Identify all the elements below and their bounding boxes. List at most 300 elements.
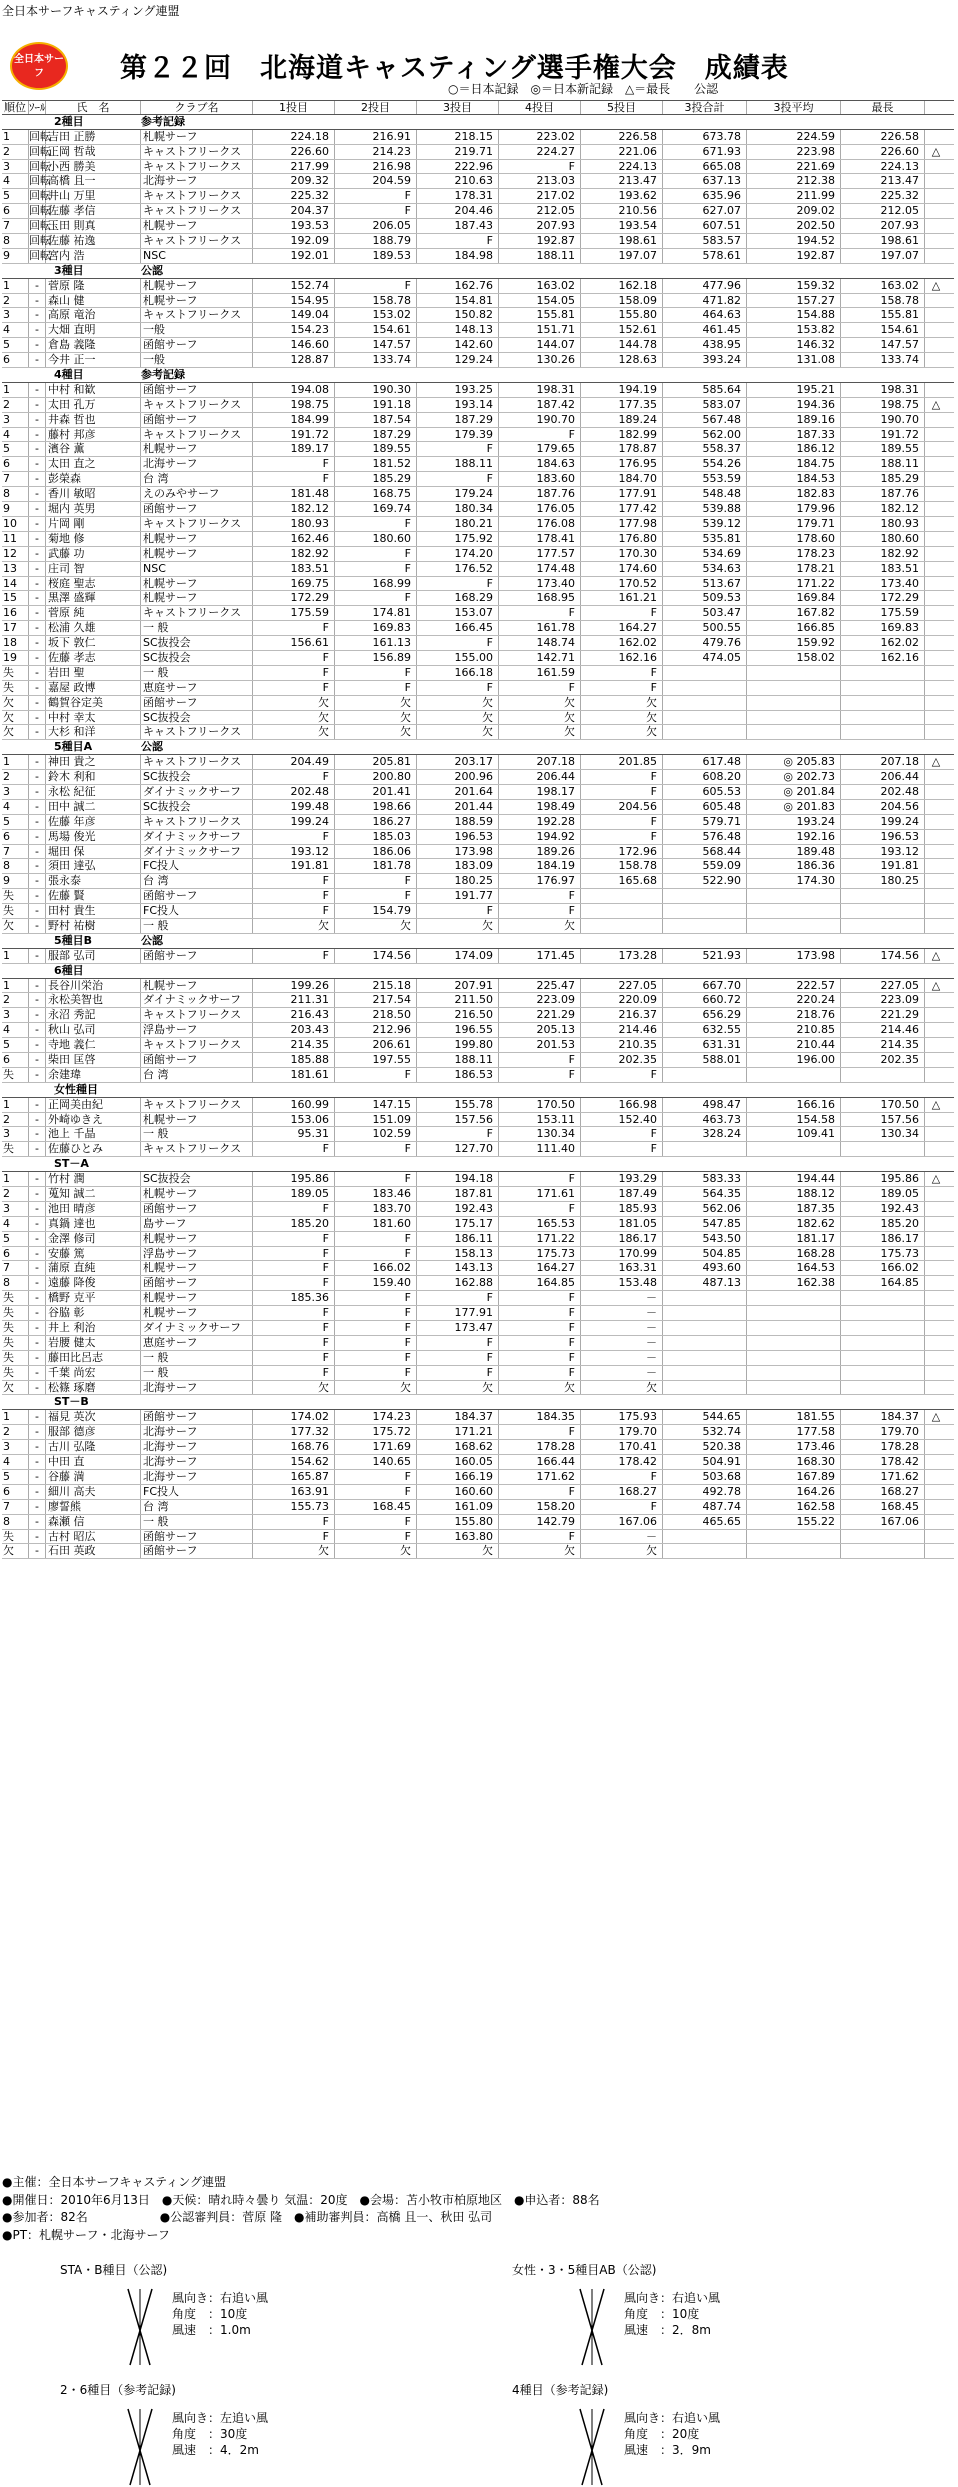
cell-throw-2: 218.50	[335, 1008, 417, 1022]
cell-club: 北海サーフ	[141, 1440, 253, 1454]
cell-style: -	[29, 1500, 46, 1514]
cell-rank: 3	[2, 785, 29, 799]
cell-throw-2: 215.18	[335, 979, 417, 993]
cell-throw-3: 177.91	[417, 1306, 499, 1320]
cell-club: 札幌サーフ	[141, 1261, 253, 1275]
cell-avg-3	[747, 1321, 841, 1335]
cell-longest: 191.81	[841, 859, 925, 873]
cell-club: 札幌サーフ	[141, 219, 253, 233]
header-throw-1: 1投目	[253, 101, 335, 114]
cell-rank: 3	[2, 1127, 29, 1141]
table-row	[2, 130, 954, 145]
cell-throw-2: F	[335, 1485, 417, 1499]
cell-throw-1: 欠	[253, 1381, 335, 1395]
cell-avg-3: 154.58	[747, 1113, 841, 1127]
cell-mark	[925, 725, 947, 739]
cell-longest: 202.35	[841, 1053, 925, 1067]
cell-throw-4: F	[499, 428, 581, 442]
cell-throw-3: 203.17	[417, 755, 499, 769]
cell-name: 馬場 俊光	[46, 830, 141, 844]
cell-rank: 16	[2, 606, 29, 620]
cell-mark	[925, 219, 947, 233]
cell-rank: 欠	[2, 1381, 29, 1395]
cell-total-3: 479.76	[663, 636, 747, 650]
cell-name: 谷藤 満	[46, 1470, 141, 1484]
table-row	[2, 1366, 954, 1381]
cell-name: 佐藤 祐逸	[46, 234, 141, 248]
cell-mark	[925, 1336, 947, 1350]
cell-club: 函館サーフ	[141, 1544, 253, 1558]
cell-total-3	[663, 681, 747, 695]
info-line: ●参加者：82名 ●公認審判員：菅原 隆 ●補助審判員：高橋 且一、秋田 弘司	[2, 2210, 493, 2224]
cell-longest: 212.05	[841, 204, 925, 218]
cell-longest: 180.25	[841, 874, 925, 888]
cell-rank: 11	[2, 532, 29, 546]
cell-total-3: 520.38	[663, 1440, 747, 1454]
cell-longest: 130.34	[841, 1127, 925, 1141]
cell-mark	[925, 651, 947, 665]
cell-name: 高橋 且一	[46, 174, 141, 188]
cell-name: 遠藤 降俊	[46, 1276, 141, 1290]
event-category: 5種目A	[54, 740, 93, 754]
cell-rank: 5	[2, 442, 29, 456]
cell-total-3: 504.85	[663, 1247, 747, 1261]
cell-throw-5: 164.27	[581, 621, 663, 635]
cell-longest	[841, 1306, 925, 1320]
cell-longest: 197.07	[841, 249, 925, 263]
cell-style: -	[29, 1098, 46, 1112]
cell-club: NSC	[141, 249, 253, 263]
cell-mark	[925, 442, 947, 456]
cell-club: 函館サーフ	[141, 502, 253, 516]
cell-throw-2: F	[335, 874, 417, 888]
wind-angle: 角度 ：10度	[172, 2307, 248, 2321]
cell-total-3	[663, 889, 747, 903]
cell-rank: 失	[2, 1530, 29, 1544]
cell-throw-4: 154.05	[499, 294, 581, 308]
cell-style: -	[29, 279, 46, 293]
cell-style: -	[29, 398, 46, 412]
cell-rank: 2	[2, 1425, 29, 1439]
cell-rank: 14	[2, 577, 29, 591]
cell-throw-2: 169.83	[335, 621, 417, 635]
cell-club: 札幌サーフ	[141, 532, 253, 546]
cell-total-3: 463.73	[663, 1113, 747, 1127]
cell-rank: 4	[2, 174, 29, 188]
diagram-caption: STA・B種目（公認)	[60, 2263, 168, 2277]
cell-name: 鈴木 利和	[46, 770, 141, 784]
cell-longest: 198.31	[841, 383, 925, 397]
cell-total-3: 438.95	[663, 338, 747, 352]
cell-throw-2: F	[335, 889, 417, 903]
table-row	[2, 1261, 954, 1276]
table-row	[2, 1410, 954, 1425]
cell-rank: 失	[2, 1291, 29, 1305]
cell-rank: 4	[2, 428, 29, 442]
cell-total-3: 464.63	[663, 308, 747, 322]
cell-throw-3: 201.64	[417, 785, 499, 799]
cell-style: -	[29, 547, 46, 561]
cell-throw-5: 175.93	[581, 1410, 663, 1424]
cell-total-3: 543.50	[663, 1232, 747, 1246]
cell-name: 濱谷 薫	[46, 442, 141, 456]
cell-throw-2: 205.81	[335, 755, 417, 769]
cell-rank: 8	[2, 1276, 29, 1290]
record-type	[141, 1395, 853, 1409]
cell-throw-3: 155.78	[417, 1098, 499, 1112]
table-row	[2, 442, 954, 457]
cell-club: SC抜投会	[141, 770, 253, 784]
cell-style: -	[29, 889, 46, 903]
cell-name: 福見 英次	[46, 1410, 141, 1424]
cell-longest: 178.42	[841, 1455, 925, 1469]
cell-throw-1: 204.49	[253, 755, 335, 769]
cell-throw-5: 177.98	[581, 517, 663, 531]
cell-longest: 190.70	[841, 413, 925, 427]
cell-throw-2: 153.02	[335, 308, 417, 322]
cell-mark	[925, 1247, 947, 1261]
event-category: ST－A	[54, 1157, 89, 1171]
table-row	[2, 1113, 954, 1128]
cell-longest: 226.60	[841, 145, 925, 159]
cell-longest	[841, 1530, 925, 1544]
cell-longest: 182.12	[841, 502, 925, 516]
cell-name: 井山 万里	[46, 189, 141, 203]
cell-mark	[925, 770, 947, 784]
cell-club: 函館サーフ	[141, 413, 253, 427]
cell-mark	[925, 815, 947, 829]
cell-throw-4: F	[499, 681, 581, 695]
cell-rank: 4	[2, 1455, 29, 1469]
cell-throw-2: 181.78	[335, 859, 417, 873]
cell-throw-1: 172.29	[253, 591, 335, 605]
cell-throw-1: F	[253, 1366, 335, 1380]
cell-throw-3: 175.92	[417, 532, 499, 546]
diagram-caption: 4種目（参考記録)	[512, 2383, 609, 2397]
cell-rank: 失	[2, 1366, 29, 1380]
cell-throw-1: 174.02	[253, 1410, 335, 1424]
cell-mark	[925, 502, 947, 516]
cell-avg-3: 168.30	[747, 1455, 841, 1469]
diagram-caption: 2・6種目（参考記録)	[60, 2383, 176, 2397]
cell-avg-3: 221.69	[747, 160, 841, 174]
cell-rank: 2	[2, 145, 29, 159]
cell-longest	[841, 1544, 925, 1558]
section-header	[2, 1083, 954, 1098]
cell-throw-2: 欠	[335, 725, 417, 739]
table-row	[2, 1440, 954, 1455]
cell-throw-3: 175.17	[417, 1217, 499, 1231]
cell-club: 北海サーフ	[141, 1381, 253, 1395]
cell-throw-4: 217.02	[499, 189, 581, 203]
cell-throw-3: F	[417, 1366, 499, 1380]
cell-throw-4: F	[499, 904, 581, 918]
cell-name: 廖誓熊	[46, 1500, 141, 1514]
cell-throw-5: 167.06	[581, 1515, 663, 1529]
cell-avg-3: 173.46	[747, 1440, 841, 1454]
cell-throw-1: F	[253, 874, 335, 888]
cell-throw-5: 163.31	[581, 1261, 663, 1275]
cell-throw-5: 152.40	[581, 1113, 663, 1127]
cell-total-3: 579.71	[663, 815, 747, 829]
cell-club: 島サーフ	[141, 1217, 253, 1231]
cell-avg-3: 178.60	[747, 532, 841, 546]
cell-throw-1: F	[253, 1247, 335, 1261]
cell-throw-1: F	[253, 666, 335, 680]
cell-style: -	[29, 308, 46, 322]
cell-longest: 206.44	[841, 770, 925, 784]
wind-diagram-4	[512, 2382, 872, 2482]
cell-throw-5: 153.48	[581, 1276, 663, 1290]
cell-throw-4: 207.18	[499, 755, 581, 769]
table-row	[2, 993, 954, 1008]
cell-total-3: 667.70	[663, 979, 747, 993]
cell-throw-2: 216.91	[335, 130, 417, 144]
cell-throw-1: 209.32	[253, 174, 335, 188]
cell-throw-4: 192.28	[499, 815, 581, 829]
table-row	[2, 532, 954, 547]
cell-club: キャストフリークス	[141, 815, 253, 829]
cell-throw-4: 161.59	[499, 666, 581, 680]
cell-longest	[841, 889, 925, 903]
wind-diagram-women-3-5	[512, 2262, 872, 2362]
cell-throw-2: 140.65	[335, 1455, 417, 1469]
cell-club: FC投人	[141, 904, 253, 918]
cell-throw-4: 223.09	[499, 993, 581, 1007]
cell-throw-2: 168.99	[335, 577, 417, 591]
cell-club: キャストフリークス	[141, 1142, 253, 1156]
cell-style: -	[29, 1410, 46, 1424]
cell-name: 外崎ゆきえ	[46, 1113, 141, 1127]
cell-mark	[925, 1008, 947, 1022]
cell-throw-3: 179.39	[417, 428, 499, 442]
table-row	[2, 859, 954, 874]
cell-avg-3	[747, 919, 841, 933]
cell-throw-1: 204.37	[253, 204, 335, 218]
cell-rank: 3	[2, 413, 29, 427]
cell-avg-3: 173.98	[747, 949, 841, 963]
cell-avg-3: 177.58	[747, 1425, 841, 1439]
cell-throw-2: F	[335, 1172, 417, 1186]
cell-name: 正岡美由紀	[46, 1098, 141, 1112]
cell-avg-3: 202.50	[747, 219, 841, 233]
cell-club: 札幌サーフ	[141, 1113, 253, 1127]
cell-throw-2: 212.96	[335, 1023, 417, 1037]
cell-rank: 欠	[2, 1544, 29, 1558]
cell-throw-4: 欠	[499, 919, 581, 933]
cell-rank: 失	[2, 1142, 29, 1156]
cell-throw-4: 183.60	[499, 472, 581, 486]
cell-throw-3: 142.60	[417, 338, 499, 352]
record-type	[141, 1157, 853, 1171]
cell-throw-1: F	[253, 830, 335, 844]
cell-longest: 169.83	[841, 621, 925, 635]
cell-throw-4: 欠	[499, 1381, 581, 1395]
cell-name: 永沼 秀記	[46, 1008, 141, 1022]
cell-avg-3: 154.88	[747, 308, 841, 322]
cell-throw-2: 166.02	[335, 1261, 417, 1275]
cell-style: -	[29, 353, 46, 367]
table-row	[2, 919, 954, 934]
cell-style: -	[29, 1068, 46, 1082]
cell-throw-3: 欠	[417, 725, 499, 739]
cell-throw-2: 181.60	[335, 1217, 417, 1231]
cell-rank: 4	[2, 1023, 29, 1037]
cell-throw-2: 175.72	[335, 1425, 417, 1439]
cell-longest: 189.05	[841, 1187, 925, 1201]
table-row	[2, 1023, 954, 1038]
cell-throw-5: 欠	[581, 1381, 663, 1395]
cell-throw-5: 152.61	[581, 323, 663, 337]
cell-mark	[925, 1261, 947, 1275]
cell-style: -	[29, 1172, 46, 1186]
cell-longest: 162.16	[841, 651, 925, 665]
cell-total-3	[663, 919, 747, 933]
cell-mark: △	[931, 755, 941, 769]
cell-total-3: 474.05	[663, 651, 747, 665]
table-row	[2, 949, 954, 964]
header-style: ｿｰﾙ	[29, 101, 46, 114]
cell-throw-3: 欠	[417, 711, 499, 725]
cell-mark	[925, 1217, 947, 1231]
cell-mark	[925, 696, 947, 710]
cell-throw-4: F	[499, 1291, 581, 1305]
cell-throw-4: 187.76	[499, 487, 581, 501]
cell-throw-2: 206.61	[335, 1038, 417, 1052]
table-row	[2, 219, 954, 234]
table-row	[2, 651, 954, 666]
cell-throw-1: 226.60	[253, 145, 335, 159]
wind-arrow-icon	[120, 2407, 160, 2487]
cell-throw-3: 179.24	[417, 487, 499, 501]
table-row	[2, 174, 954, 189]
cell-avg-3: 184.53	[747, 472, 841, 486]
cell-total-3	[663, 904, 747, 918]
cell-total-3: 544.65	[663, 1410, 747, 1424]
cell-style: -	[29, 1381, 46, 1395]
cell-name: 中村 和歓	[46, 383, 141, 397]
cell-total-3: 608.20	[663, 770, 747, 784]
cell-throw-5: －	[581, 1530, 663, 1544]
cell-throw-1: 216.43	[253, 1008, 335, 1022]
cell-total-3: 500.55	[663, 621, 747, 635]
cell-avg-3: 210.44	[747, 1038, 841, 1052]
cell-throw-1: 214.35	[253, 1038, 335, 1052]
cell-total-3: 393.24	[663, 353, 747, 367]
cell-throw-4: 206.44	[499, 770, 581, 784]
cell-throw-4: F	[499, 606, 581, 620]
table-row	[2, 800, 954, 815]
cell-throw-2: F	[335, 517, 417, 531]
cell-club: キャストフリークス	[141, 398, 253, 412]
cell-avg-3: 194.52	[747, 234, 841, 248]
cell-longest	[841, 1291, 925, 1305]
cell-mark	[925, 1232, 947, 1246]
cell-total-3: 487.74	[663, 1500, 747, 1514]
table-row	[2, 294, 954, 309]
cell-throw-4: 176.08	[499, 517, 581, 531]
cell-avg-3	[747, 1336, 841, 1350]
cell-total-3: 548.48	[663, 487, 747, 501]
cell-style: -	[29, 1321, 46, 1335]
wind-angle: 角度 ：30度	[172, 2427, 248, 2441]
cell-name: 嘉屋 政博	[46, 681, 141, 695]
cell-throw-3: 148.13	[417, 323, 499, 337]
cell-longest: 174.56	[841, 949, 925, 963]
cell-throw-3: 162.76	[417, 279, 499, 293]
cell-style: -	[29, 949, 46, 963]
wind-angle: 角度 ：20度	[624, 2427, 700, 2441]
cell-throw-2: 217.54	[335, 993, 417, 1007]
cell-rank: 欠	[2, 725, 29, 739]
cell-throw-2: 133.74	[335, 353, 417, 367]
cell-throw-4: 欠	[499, 711, 581, 725]
cell-longest: 171.62	[841, 1470, 925, 1484]
cell-style: -	[29, 1142, 46, 1156]
cell-mark	[925, 666, 947, 680]
cell-throw-3: 222.96	[417, 160, 499, 174]
cell-total-3: 492.78	[663, 1485, 747, 1499]
cell-throw-3: F	[417, 234, 499, 248]
cell-name: 永松 紀征	[46, 785, 141, 799]
cell-total-3: 465.65	[663, 1515, 747, 1529]
cell-throw-5: 170.41	[581, 1440, 663, 1454]
cell-throw-4: 171.62	[499, 1470, 581, 1484]
cell-longest: 167.06	[841, 1515, 925, 1529]
cell-club: 一 般	[141, 919, 253, 933]
cell-throw-3: 欠	[417, 919, 499, 933]
cell-throw-1: 199.24	[253, 815, 335, 829]
cell-name: 中田 直	[46, 1455, 141, 1469]
cell-club: FC投人	[141, 1485, 253, 1499]
cell-throw-4: 130.26	[499, 353, 581, 367]
cell-throw-1: 181.48	[253, 487, 335, 501]
cell-mark: △	[931, 397, 941, 411]
diagram-caption: 女性・3・5種目AB（公認)	[512, 2263, 657, 2277]
cell-name: 田中 誠二	[46, 800, 141, 814]
table-row	[2, 234, 954, 249]
cell-throw-5: F	[581, 785, 663, 799]
cell-mark	[925, 874, 947, 888]
cell-rank: 9	[2, 249, 29, 263]
cell-club: SC抜投会	[141, 800, 253, 814]
cell-mark	[925, 1306, 947, 1320]
cell-throw-1: F	[253, 1306, 335, 1320]
cell-style: -	[29, 815, 46, 829]
cell-throw-3: 171.21	[417, 1425, 499, 1439]
cell-rank: 7	[2, 1261, 29, 1275]
cell-mark	[925, 621, 947, 635]
cell-throw-2: 欠	[335, 919, 417, 933]
cell-style: -	[29, 532, 46, 546]
cell-throw-3: 200.96	[417, 770, 499, 784]
cell-total-3: 673.78	[663, 130, 747, 144]
cell-mark	[925, 1068, 947, 1082]
cell-avg-3: 155.22	[747, 1515, 841, 1529]
cell-throw-4: 171.22	[499, 1232, 581, 1246]
cell-throw-5: －	[581, 1321, 663, 1335]
cell-total-3: 535.81	[663, 532, 747, 546]
cell-rank: 5	[2, 815, 29, 829]
cell-throw-2: 154.61	[335, 323, 417, 337]
cell-throw-2: 欠	[335, 711, 417, 725]
cell-throw-4: 212.05	[499, 204, 581, 218]
cell-throw-5: 177.91	[581, 487, 663, 501]
cell-club: 台 湾	[141, 874, 253, 888]
cell-throw-1: 156.61	[253, 636, 335, 650]
cell-total-3	[663, 1381, 747, 1395]
cell-total-3: 547.85	[663, 1217, 747, 1231]
